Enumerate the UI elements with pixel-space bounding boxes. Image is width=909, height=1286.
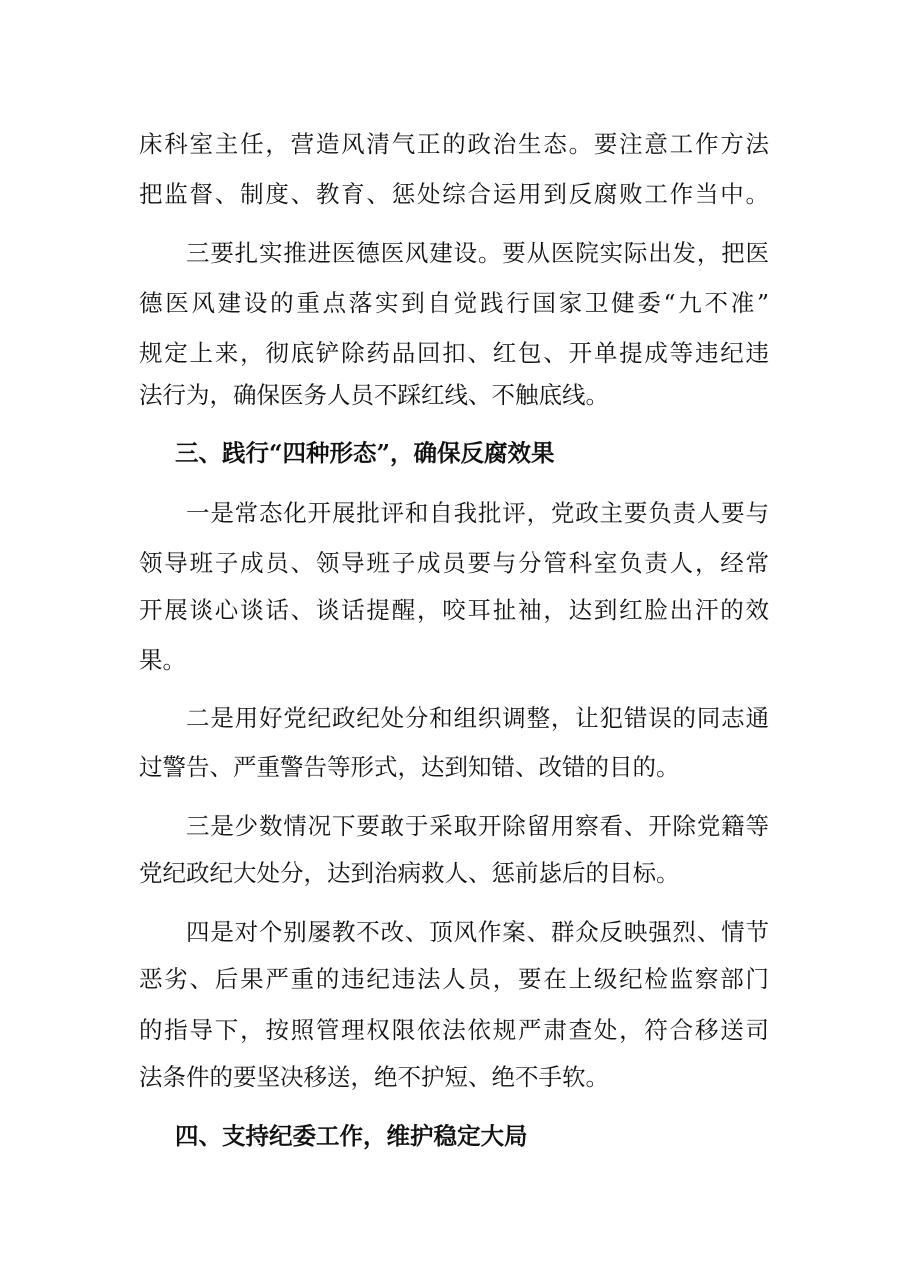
section-heading: 三、践行“四种形态”，确保反腐效果 <box>175 439 555 467</box>
paragraph-line: 开展谈心谈话、谈话提醒，咬耳扯袖，达到红脸出汗的效 <box>139 596 769 624</box>
paragraph-line: 三要扎实推进医德医风建设。要从医院实际出发，把医 <box>186 239 769 267</box>
paragraph-line: 三是少数情况下要敢于采取开除留用察看、开除党籍等 <box>186 812 769 840</box>
paragraph-line: 法条件的要坚决移送，绝不护短、绝不手软。 <box>139 1063 609 1091</box>
paragraph-line: 党纪政纪大处分，达到治病救人、惩前毖后的目标。 <box>139 859 680 887</box>
paragraph-line: 床科室主任，营造风清气正的政治生态。要注意工作方法 <box>139 130 769 158</box>
section-heading: 四、支持纪委工作，维护稳定大局 <box>175 1122 528 1150</box>
paragraph-line: 四是对个别屡教不改、顶风作案、群众反映强烈、情节 <box>186 918 769 946</box>
paragraph-line: 德医风建设的重点落实到自觉践行国家卫健委“九不准” <box>139 289 769 317</box>
paragraph-line: 领导班子成员、领导班子成员要与分管科室负责人，经常 <box>139 549 769 577</box>
paragraph-line: 法行为，确保医务人员不踩红线、不触底线。 <box>139 381 609 409</box>
paragraph-line: 果。 <box>139 646 186 674</box>
paragraph-line: 恶劣、后果严重的违纪违法人员，要在上级纪检监察部门 <box>139 965 769 993</box>
paragraph-line: 的指导下，按照管理权限依法依规严肃查处，符合移送司 <box>139 1016 769 1044</box>
paragraph-line: 二是用好党纪政纪处分和组织调整，让犯错误的同志通 <box>186 704 769 732</box>
paragraph-line: 规定上来，彻底铲除药品回扣、红包、开单提成等违纪违 <box>139 339 769 367</box>
paragraph-line: 把监督、制度、教育、惩处综合运用到反腐败工作当中。 <box>139 180 769 208</box>
paragraph-line: 一是常态化开展批评和自我批评，党政主要负责人要与 <box>186 499 769 527</box>
paragraph-line: 过警告、严重警告等形式，达到知错、改错的目的。 <box>139 753 680 781</box>
